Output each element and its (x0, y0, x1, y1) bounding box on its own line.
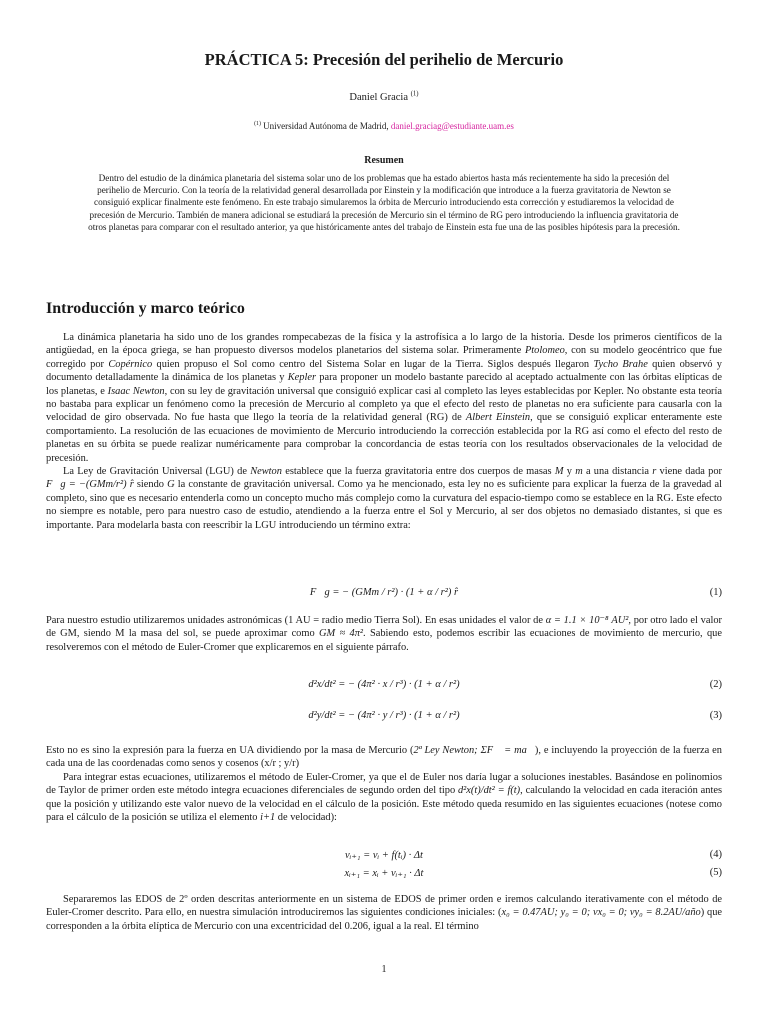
abstract-heading: Resumen (364, 155, 404, 166)
body-text-block-3 (46, 744, 722, 824)
page-number: 1 (381, 964, 387, 975)
affiliation-mark: (1) (254, 121, 261, 127)
affiliation-text: Universidad Autónoma de Madrid, (263, 121, 389, 131)
equation-5: xᵢ₊₁ = xᵢ + vᵢ₊₁ · Δt (5) (344, 867, 722, 879)
author-affiliation-mark: (1) (410, 90, 419, 98)
equation-4: vᵢ₊₁ = vᵢ + f(tᵢ) · Δt (4) (345, 849, 722, 861)
paragraph-units: Para nuestro estudio utilizaremos unidades astronómicas (1 AU = radio medio Tierra Sol). En esas unidades el valor de α = 1.1 × 10⁻⁸ AU², por otro lado el valor de GM, siendo M la masa del sol, se puede aproximar como GM ≈ 4π². Sabiendo esto, podemos escribir las ecuaciones de movimiento de mercurio, que resolveremos con el método de Euler-Cromer que explicaremos en el siguiente párrafo. (46, 615, 722, 653)
paragraph-force-ua: Esto no es sino la expresión para la fuerza en UA dividiendo por la masa de Mercurio (2ª Ley Newton; ΣF⃗ = ma⃗), e incluyendo la proyección de la fuerza en cada una de las coordenadas como senos y cosenos (x/r ; y/r) (46, 745, 722, 770)
body-text-block-2 (46, 614, 722, 654)
section-heading: Introducción y marco teórico (46, 300, 245, 317)
equation-number: (2) (709, 679, 722, 690)
paragraph-euler-cromer: Para integrar estas ecuaciones, utilizaremos el método de Euler-Cromer, ya que el de Euler nos daría lugar a soluciones inestables. Basándose en polinomios de Taylor de primer orden este método integra ecuaciones diferenciales de segundo orden del tipo d²x(t)/dt² = f(t), calculando la velocidad en cada iteración antes que la posición y utilizando este valor nuevo de la velocidad en el cálculo de la posición. Este método queda resumido en las siguientes ecuaciones (notese como para el cálculo de la posición se utiliza el elemento i+1 de velocidad): (46, 771, 722, 824)
author-name: Daniel Gracia (349, 92, 408, 103)
paragraph-initial-conditions: Separaremos las EDOS de 2º orden descritas anteriormente en un sistema de EDOS de primer orden e iremos calculando iterativamente con el método de Euler-Cromer descrito. Para ello, en nuestra simulación introduciremos las siguientes condiciones iniciales: (x₀ = 0.47AU; y₀ = 0; vx₀ = 0; vy₀ = 8.2AU/año) que corresponden a la órbita elíptica de Mercurio con una excentricidad del 0.206, igual a la real. El término (46, 894, 723, 932)
author-email-link[interactable]: daniel.graciag@estudiante.uam.es (390, 121, 514, 131)
equation-number: (1) (709, 587, 722, 598)
affiliation-line (0, 121, 768, 131)
paper-title: PRÁCTICA 5: Precesión del perihelio de Mercurio (204, 50, 564, 69)
paragraph-history: La dinámica planetaria ha sido uno de los grandes rompecabezas de la física y la astrofísica a lo largo de la historia. Desde los primeros científicos de la antigüedad, en la época griega, se han propuesto diversos modelos planetarios del sistema solar. Primeramente Ptolomeo, con su modelo geocéntrico que fue corregido por Copérnico quien propuso el Sol como centro del Sistema Solar en lugar de la Tierra. Siglos después llegaron Tycho Brahe quien observó y documento detalladamente la dinámica de los planetas y Kepler para proponer un modelo bastante parecido al aceptado actualmente con las órbitas elípticas de los planetas, e Isaac Newton, con su ley de gravitación universal que consiguió explicar casi al completo las leyes establecidas por Kepler. No obstante esta teoría no bastaba para explicar un fenómeno como la precesión de Mercurio al completo ya que el efecto del resto de planetas no era suficiente para causarla con la velocidad de giro observada. No fue hasta que llego la teoría de la relatividad general (RG) de Albert Einstein, que se consiguió explicar enteramente este comportamiento. La resolución de las ecuaciones de movimiento de Mercurio introduciendo la corrección establecida por la RG así como el efecto del resto de planetas en su órbita se puede realizar numéricamente para comprobar la concordancia de estas teoría con los resultados observacionales de la velocidad de precesión. (46, 332, 723, 464)
equation-3: d²y/dt² = − (4π² · y / r³) · (1 + α / r²) (3) (308, 710, 722, 721)
inline-formula-lgu: F⃗g = −(GMm/r²) r̂ (46, 479, 134, 491)
equation-number: (3) (709, 710, 722, 721)
author-line (0, 92, 768, 103)
equation-number: (5) (709, 867, 722, 878)
equation-number: (4) (709, 849, 722, 860)
paragraph-lgu: La Ley de Gravitación Universal (LGU) de Newton establece que la fuerza gravitatoria entre dos cuerpos de masas M y m a una distancia r viene dada por F⃗g = −(GMm/r²) r̂ siendo G la constante de gravitación universal. Como ya he mencionado, esta ley no es suficiente para explicar la fuerza de la gravedad al completo, sino que es necesario entenderla como un concepto mucho más complejo como la curvatura del espacio-tiempo como se establece en la RG. Este efecto no siempre es notable, pero para nuestro caso de estudio, atendiendo a la fuerza entre el Sol y Mercurio, al ser dos objetos no demasiado distantes, si que es importante. Para modelarla basta con reescribir la LGU introduciendo un término extra: (46, 466, 723, 531)
equation-2: d²x/dt² = − (4π² · x / r³) · (1 + α / r²) (2) (308, 679, 722, 690)
body-text-block-1 (46, 331, 722, 532)
equation-1: F⃗g = − (GMm / r²) · (1 + α / r²) r̂ (1) (309, 587, 722, 598)
abstract-text: Dentro del estudio de la dinámica planetaria del sistema solar uno de los problemas que ha estado abiertos hasta más recientemente ha sido la precesión del perihelio de Mercurio. Con la teoría de la relatividad general desarrollada por Einstein y la modificación que introduce a la fuerza gravitatoria de Newton se consiguió explicar finalmente este fenómeno. En este trabajo simularemos la órbita de Mercurio introduciendo esta corrección y estudiaremos la velocidad de precesión de Mercurio. También de manera adicional se estudiará la precesión de Mercurio sin el término de RG pero introduciendo la influencia gravitatoria de otros planetas para comparar con el resultado anterior, ya que históricamente antes del trabajo de Einstein esta fue una de las posibles hipótesis para la precesión. (88, 173, 680, 232)
body-text-block-4 (46, 893, 722, 933)
